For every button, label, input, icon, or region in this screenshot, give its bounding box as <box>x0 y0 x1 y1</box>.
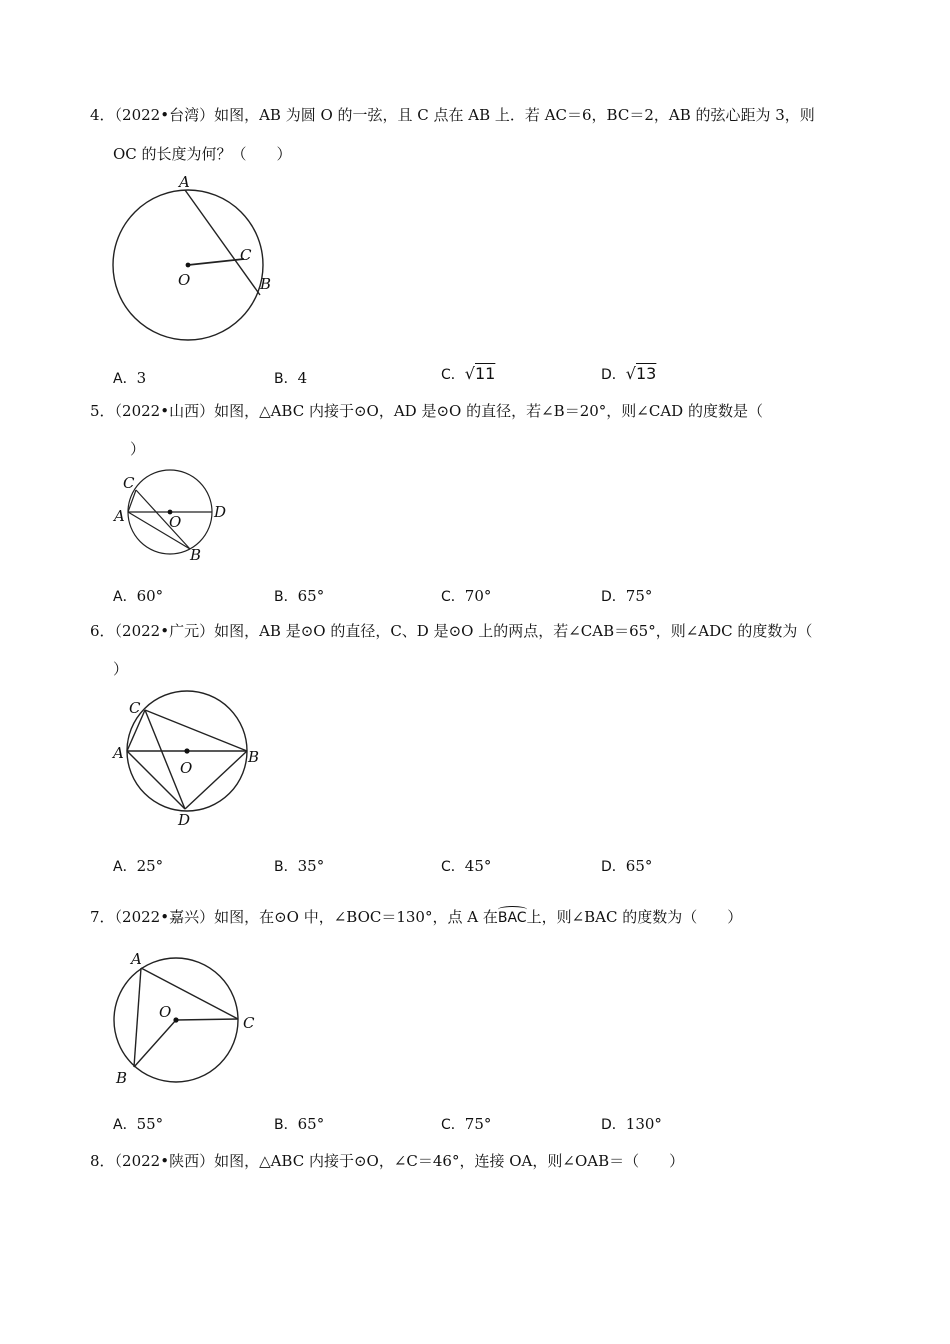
q5-label-c: C <box>123 474 135 492</box>
q4-line1: 4．（2022•台湾）如图，AB 为圆 O 的一弦，且 C 点在 AB 上．若 AC＝6，BC＝2，AB 的弦心距为 3，则 <box>90 106 815 124</box>
q5-label-d: D <box>214 503 227 521</box>
q7-label-b: B <box>116 1069 128 1087</box>
q7-radius-oc <box>176 1019 238 1020</box>
q7-option-c[interactable]: C．75° <box>441 1115 492 1133</box>
q4-center-dot <box>186 263 191 268</box>
q6-label-o: O <box>180 759 193 777</box>
q6-line1: 6．（2022•广元）如图，AB 是⊙O 的直径，C、D 是⊙O 上的两点，若∠CAB＝65°，则∠ADC 的度数为（ <box>90 622 813 640</box>
q5-option-b[interactable]: B．65° <box>274 587 325 605</box>
q6-option-d[interactable]: D．65° <box>601 857 653 875</box>
q7-text-pre: 7．（2022•嘉兴）如图，在⊙O 中，∠BOC＝130°，点 A 在 <box>90 908 498 926</box>
q7-option-d[interactable]: D．130° <box>601 1115 662 1133</box>
q6-option-b[interactable]: B．35° <box>274 857 325 875</box>
q7-option-b[interactable]: B．65° <box>274 1115 325 1133</box>
q5-line1: 5．（2022•山西）如图，△ABC 内接于⊙O，AD 是⊙O 的直径，若∠B＝20°，则∠CAD 的度数是（ <box>90 402 763 420</box>
q6-label-a: A <box>113 744 124 762</box>
q7-radius-ob <box>134 1020 176 1067</box>
q6-chord-bd <box>185 751 247 809</box>
q6-label-d: D <box>178 811 191 829</box>
q7-arc-label: BAC <box>497 910 527 926</box>
q4-chord-ab <box>185 190 260 295</box>
q4-label-a: A <box>179 173 190 191</box>
q5-figure <box>110 465 240 570</box>
q4-figure <box>105 170 285 360</box>
q6-label-c: C <box>129 699 141 717</box>
q6-figure <box>110 685 270 830</box>
q7-option-a[interactable]: A．55° <box>113 1115 164 1133</box>
q6-option-a[interactable]: A．25° <box>113 857 164 875</box>
q6-center-dot <box>184 748 189 753</box>
q5-option-c[interactable]: C．70° <box>441 587 492 605</box>
q7-figure <box>108 945 268 1090</box>
q5-line2: ） <box>130 440 146 458</box>
q4-label-b: B <box>260 275 272 293</box>
q7-label-a: A <box>131 950 142 968</box>
q7-line1 <box>90 906 742 927</box>
q4-option-a[interactable]: A．3 <box>113 369 147 387</box>
q6-chord-cb <box>145 710 247 751</box>
q7-text-post: 上，则∠BAC 的度数为（ ） <box>526 908 743 926</box>
q6-chord-cd <box>145 710 185 809</box>
q4-label-c: C <box>240 246 252 264</box>
q6-option-c[interactable]: C．45° <box>441 857 492 875</box>
q5-label-b: B <box>190 546 202 564</box>
q8-line1: 8．（2022•陕西）如图，△ABC 内接于⊙O，∠C＝46°，连接 OA，则∠OAB＝（ ） <box>90 1152 685 1170</box>
q4-label-o: O <box>178 271 191 289</box>
q5-label-a: A <box>114 507 125 525</box>
q7-label-c: C <box>243 1014 255 1032</box>
q5-side-cb <box>136 490 190 549</box>
q6-label-b: B <box>248 748 260 766</box>
q7-chord-ab <box>134 968 141 1067</box>
q6-chord-ad <box>127 751 185 809</box>
q7-center-dot <box>173 1017 178 1022</box>
q4-option-b[interactable]: B．4 <box>274 369 308 387</box>
q7-label-o: O <box>159 1003 172 1021</box>
q7-chord-ac <box>141 968 238 1019</box>
q5-label-o: O <box>169 513 182 531</box>
q6-line2: ） <box>113 660 129 678</box>
q5-option-d[interactable]: D．75° <box>601 587 653 605</box>
q4-option-c[interactable]: C．√11 <box>441 364 496 383</box>
q4-option-d[interactable]: D．√13 <box>601 364 657 383</box>
q4-line2: OC 的长度为何？（ ） <box>113 145 292 163</box>
q5-option-a[interactable]: A．60° <box>113 587 164 605</box>
